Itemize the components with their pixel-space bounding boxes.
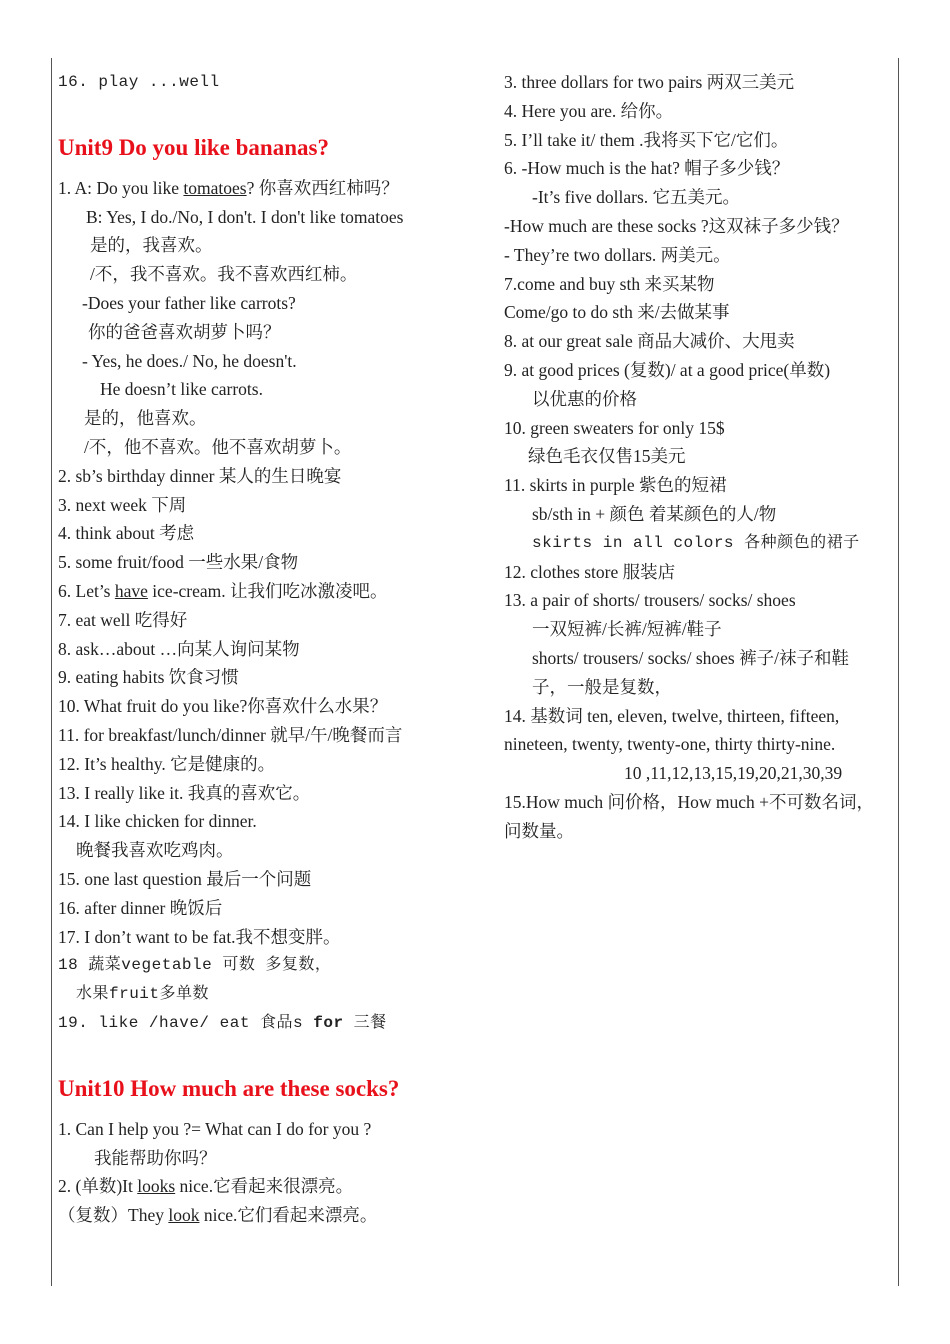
list-item: - They’re two dollars. 两美元。: [504, 244, 731, 265]
list-item: 2. (单数)It looks nice.它看起来很漂亮。: [58, 1176, 354, 1197]
list-item: 2. sb’s birthday dinner 某人的生日晚宴: [58, 465, 342, 486]
section-heading-unit9: Unit9 Do you like bananas?: [58, 134, 329, 160]
list-item: 8. ask…about …向某人询问某物: [58, 638, 300, 659]
left-margin-rule: [51, 58, 52, 1286]
list-item: 6. Let’s have ice-cream. 让我们吃冰激凌吧。: [58, 580, 388, 601]
section-heading-unit10: Unit10 How much are these socks?: [58, 1075, 400, 1101]
list-item: /不，他不喜欢。他不喜欢胡萝卜。: [84, 436, 352, 457]
list-item: 晚餐我喜欢吃鸡肉。: [76, 840, 234, 861]
list-item: 14. 基数词 ten, eleven, twelve, thirteen, fifteen,: [504, 705, 840, 726]
list-item: 1. A: Do you like tomatoes? 你喜欢西红柿吗？: [58, 177, 399, 198]
list-item: 15.How much 问价格，How much +不可数名词，: [504, 791, 875, 812]
list-item: 1. Can I help you ?= What can I do for you ?: [58, 1118, 372, 1139]
list-item: 13. a pair of shorts/ trousers/ socks/ shoes: [504, 590, 796, 611]
list-item: 9. eating habits 饮食习惯: [58, 667, 239, 688]
list-item: 以优惠的价格: [532, 388, 637, 409]
list-item: （复数）They look nice.它们看起来漂亮。: [58, 1205, 378, 1226]
list-item: He doesn’t like carrots.: [100, 379, 263, 400]
list-item: 我能帮助你吗？: [94, 1147, 217, 1168]
list-item: 9. at good prices (复数)/ at a good price(单数): [504, 359, 831, 380]
list-item: -It’s five dollars. 它五美元。: [532, 187, 741, 208]
list-item: 16. after dinner 晚饭后: [58, 897, 223, 918]
list-item: 是的，我喜欢。: [90, 235, 213, 256]
list-item: 5. some fruit/food 一些水果/食物: [58, 552, 299, 573]
list-item: 16. play ...well: [58, 73, 220, 91]
list-item: /不，我不喜欢。我不喜欢西红柿。: [90, 264, 358, 285]
list-item: 5. I’ll take it/ them .我将买下它/它们。: [504, 129, 789, 150]
list-item: 3. three dollars for two pairs 两双三美元: [504, 72, 795, 92]
list-item: sb/sth in + 颜色 着某颜色的人/物: [532, 503, 777, 524]
list-item: B: Yes, I do./No, I don't. I don't like tomatoes: [86, 206, 404, 227]
list-item: -Does your father like carrots?: [82, 292, 296, 313]
list-item: 4. think about 考虑: [58, 523, 195, 544]
list-item: 18 蔬菜vegetable 可数 多复数，: [58, 956, 332, 975]
list-item: shorts/ trousers/ socks/ shoes 裤子/袜子和鞋: [532, 647, 849, 668]
list-item: 问数量。: [504, 820, 574, 841]
list-item: Come/go to do sth 来/去做某事: [504, 302, 730, 323]
list-item: 水果fruit多单数: [76, 985, 210, 1004]
list-item: 8. at our great sale 商品大减价、大甩卖: [504, 331, 795, 352]
list-item: 7.come and buy sth 来买某物: [504, 273, 715, 294]
list-item: 12. clothes store 服装店: [504, 561, 676, 582]
list-item: 10. green sweaters for only 15$: [504, 417, 725, 438]
left-column: [58, 68, 488, 1230]
list-item: 子，一般是复数，: [532, 676, 672, 697]
list-item: - Yes, he does./ No, he doesn't.: [82, 350, 297, 371]
list-item: 你的爸爸喜欢胡萝卜吗？: [88, 321, 281, 342]
list-item: 11. skirts in purple 紫色的短裙: [504, 475, 727, 496]
list-item: 绿色毛衣仅售15美元: [528, 446, 686, 467]
list-item: 6. -How much is the hat? 帽子多少钱？: [504, 158, 790, 179]
list-item: 12. It’s healthy. 它是健康的。: [58, 753, 276, 774]
list-item: 15. one last question 最后一个问题: [58, 868, 312, 889]
list-item: 3. next week 下周: [58, 494, 187, 515]
list-item: -How much are these socks ?这双袜子多少钱？: [504, 215, 849, 236]
list-item: 7. eat well 吃得好: [58, 609, 188, 630]
list-item: 19. like /have/ eat 食品s for 三餐: [58, 1013, 387, 1032]
list-item: 10 ,11,12,13,15,19,20,21,30,39: [624, 763, 843, 784]
list-item: skirts in all colors 各种颜色的裙子: [532, 533, 860, 552]
list-item: 10. What fruit do you like?你喜欢什么水果？: [58, 696, 388, 717]
list-item: 是的，他喜欢。: [84, 408, 207, 429]
list-item: nineteen, twenty, twenty-one, thirty thirty-nine.: [504, 734, 836, 755]
list-item: 13. I really like it. 我真的喜欢它。: [58, 782, 311, 803]
list-item: 11. for breakfast/lunch/dinner 就早/午/晚餐而言: [58, 724, 403, 745]
list-item: 17. I don’t want to be fat.我不想变胖。: [58, 926, 341, 947]
right-column: [504, 68, 904, 846]
list-item: 一双短裤/长裤/短裤/鞋子: [532, 619, 722, 640]
list-item: 14. I like chicken for dinner.: [58, 811, 257, 832]
list-item: 4. Here you are. 给你。: [504, 100, 674, 121]
